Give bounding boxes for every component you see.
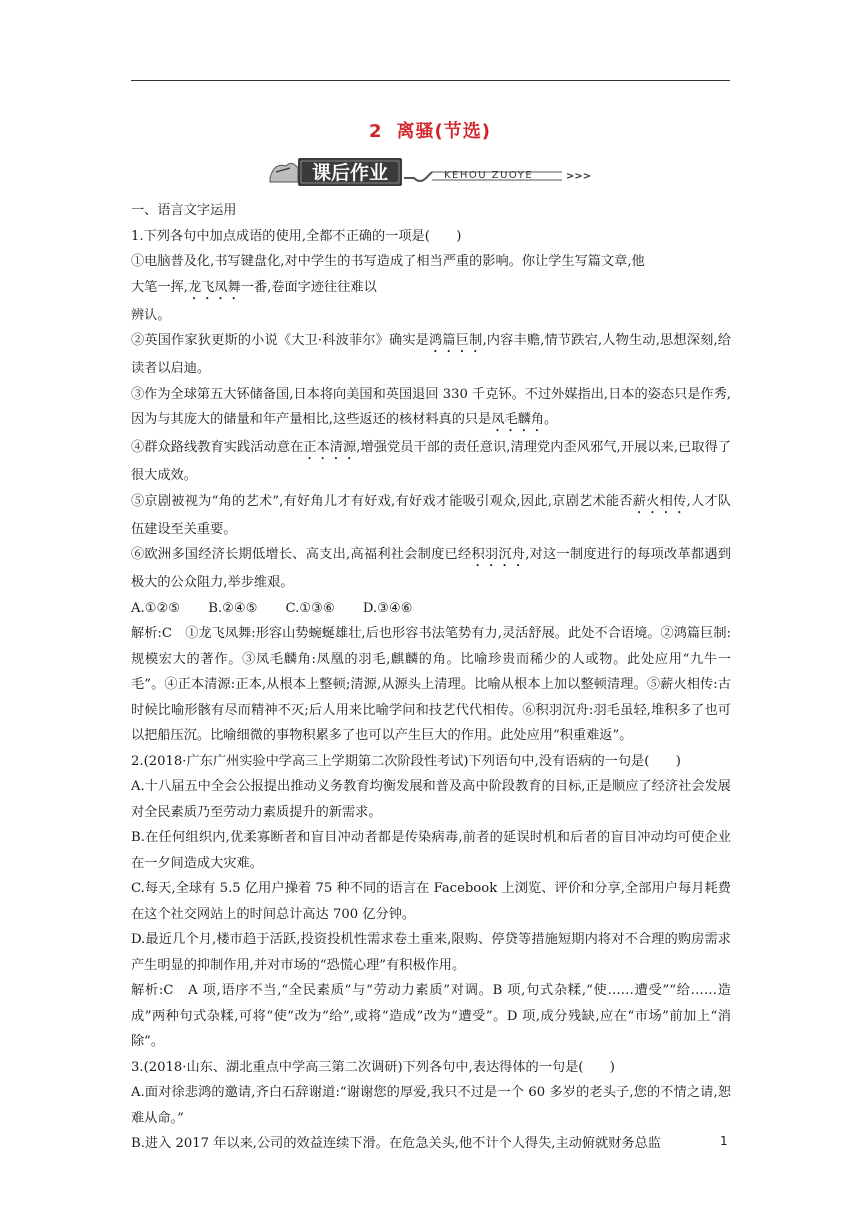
lesson-title xyxy=(0,117,860,143)
q1-s6-idiom: 积羽沉舟 xyxy=(471,547,526,562)
q1-s3-pre: ③作为全球第五大钚储备国,日本将向美国和英国退回 330 千克钚。不过外媒指出,日本的姿态只是作秀,因为与其庞大的储量和年产量相比,这些返还的核材料真的只是 xyxy=(131,386,732,427)
q1-s3-post: 。 xyxy=(544,412,558,427)
q1-s5-idiom: 薪火相传 xyxy=(632,493,687,509)
q1-s4-pre: ④群众路线教育实践活动意在 xyxy=(131,440,304,455)
q1-s2-post: ,内容丰赡,情节跌宕,人物生动,思想深刻,给读者以启迪。 xyxy=(131,333,731,376)
banner-pinyin: KEHOU ZUOYE xyxy=(444,170,534,181)
q1-s4-idiom: 正本清源 xyxy=(303,440,357,455)
q3-stem: 3.(2018·山东、湖北重点中学高三第二次调研)下列各句中,表达得体的一句是( ) xyxy=(131,1059,615,1075)
q1-s1-post: 一番,卷面字迹往往难以 xyxy=(240,279,377,295)
q1-s1-idiom: 龙飞凤舞 xyxy=(187,279,241,295)
q1-s1-pre: 大笔一挥, xyxy=(131,279,188,295)
q1-option-a: A.①②⑤ xyxy=(131,600,181,616)
q1-s3-idiom: 凤毛麟角 xyxy=(491,412,545,427)
q1-sentence-4 xyxy=(131,435,731,489)
q2-option-c: C.每天,全球有 5.5 亿用户操着 75 种不同的语言在 Facebook 上浏览、评价和分享,全部用户每月耗费在这个社交网站上的时间总计高达 700 亿分钟。 xyxy=(131,881,731,922)
q1-s1-line3: 辨认。 xyxy=(131,307,171,323)
q1-option-c: C.①③⑥ xyxy=(285,600,335,616)
q1-s2-pre: ②英国作家狄更斯的小说《大卫·科波菲尔》确实是 xyxy=(131,333,430,348)
q1-s6-pre: ⑥欧洲多国经济长期低增长、高支出,高福利社会制度已经 xyxy=(131,547,472,562)
q1-stem: 1.下列各句中加点成语的使用,全都不正确的一项是( ) xyxy=(131,228,462,244)
q3-option-b: B.进入 2017 年以来,公司的效益连续下滑。在危急关头,他不计个人得失,主动俯就财务总监 xyxy=(131,1136,661,1151)
header-rule xyxy=(131,80,730,81)
q1-s6-post: ,对这一制度进行的每项改革都遇到极大的公众阻力,举步维艰。 xyxy=(131,547,731,590)
q2-stem: 2.(2018·广东广州实验中学高三上学期第二次阶段性考试)下列语句中,没有语病的一句是( ) xyxy=(131,753,681,769)
q1-options xyxy=(131,596,731,622)
q1-sentence-6 xyxy=(131,542,731,596)
banner-graphic xyxy=(268,156,594,188)
banner-arrows-icon: >>> xyxy=(566,171,592,182)
q1-s4-post: ,增强党员干部的责任意识,清理党内歪风邪气,开展以来,已取得了很大成效。 xyxy=(131,440,732,483)
banner-label-text: 课后作业 xyxy=(311,162,389,184)
q2-option-d: D.最近几个月,楼市趋于活跃,投资投机性需求卷土重来,限购、停贷等措施短期内将对不合理的购房需求产生明显的抑制作用,并对市场的“恐慌心理”有积极作用。 xyxy=(131,932,731,973)
lesson-title-text: 离骚(节选) xyxy=(396,121,491,142)
q1-option-d: D.③④⑥ xyxy=(362,600,413,616)
banner-ribbon xyxy=(404,172,432,181)
q3-option-a: A.面对徐悲鸿的邀请,齐白石辞谢道:“谢谢您的厚爱,我只不过是一个 60 多岁的老头子,您的不情之请,恕难从命。” xyxy=(131,1085,731,1126)
q1-sentence-3 xyxy=(131,382,731,436)
q1-sentence-1 xyxy=(131,249,731,303)
q1-analysis: 解析:C ①龙飞凤舞:形容山势蜿蜒雄壮,后也形容书法笔势有力,灵活舒展。此处不合语境。②鸿篇巨制:规模宏大的著作。③凤毛麟角:凤凰的羽毛,麒麟的角。比喻珍贵而稀少的人或物。此处应用“九牛一毛”。④正本清源:正本,从根本上整顿;清源,从源头上清理。比喻从根本上加以整顿清理。⑤薪火相传:古时候比喻形骸有尽而精神不灭;后人用来比喻学问和技艺代代相传。⑥积羽沉舟:羽毛虽轻,堆积多了也可以把船压沉。比喻细微的事物积累多了也可以产生巨大的作用。此处应用“积重难返”。 xyxy=(131,626,731,743)
q1-sentence-5 xyxy=(131,489,731,543)
q1-s2-idiom: 鸿篇巨制 xyxy=(429,333,483,348)
page-number: 1 xyxy=(720,1134,728,1148)
q1-s1-line1: ①电脑普及化,书写键盘化,对中学生的书写造成了相当严重的影响。你让学生写篇文章,他 xyxy=(131,254,645,269)
homework-banner xyxy=(268,156,594,188)
q2-option-b: B.在任何组织内,优柔寡断者和盲目冲动者都是传染病毒,前者的延误时机和后者的盲目冲动均可使企业在一夕间造成大灾难。 xyxy=(131,830,731,871)
q2-analysis: 解析:C A 项,语序不当,“全民素质”与“劳动力素质”对调。B 项,句式杂糅,“使……遭受”“给……造成”两种句式杂糅,可将“使”改为“给”,或将“造成”改为“遭受”。D 项,成分残缺,应在“市场”前加上“消除”。 xyxy=(131,983,731,1049)
section-heading: 一、语言文字运用 xyxy=(131,203,237,218)
lesson-number: 2 xyxy=(369,121,383,142)
q1-s5-pre: ⑤京剧被视为“角的艺术”,有好角儿才有好戏,有好戏才能吸引观众,因此,京剧艺术能否 xyxy=(131,493,633,509)
q2-option-a: A.十八届五中全会公报提出推动义务教育均衡发展和普及高中阶段教育的目标,正是顺应了经济社会发展对全民素质乃至劳动力素质提升的新需求。 xyxy=(131,779,731,820)
book-icon xyxy=(270,163,298,182)
q1-s5-post: ,人才队伍建设至关重要。 xyxy=(131,493,731,537)
q1-option-b: B.②④⑤ xyxy=(208,600,258,616)
exercise-content xyxy=(131,198,731,1157)
q1-sentence-2 xyxy=(131,328,731,382)
